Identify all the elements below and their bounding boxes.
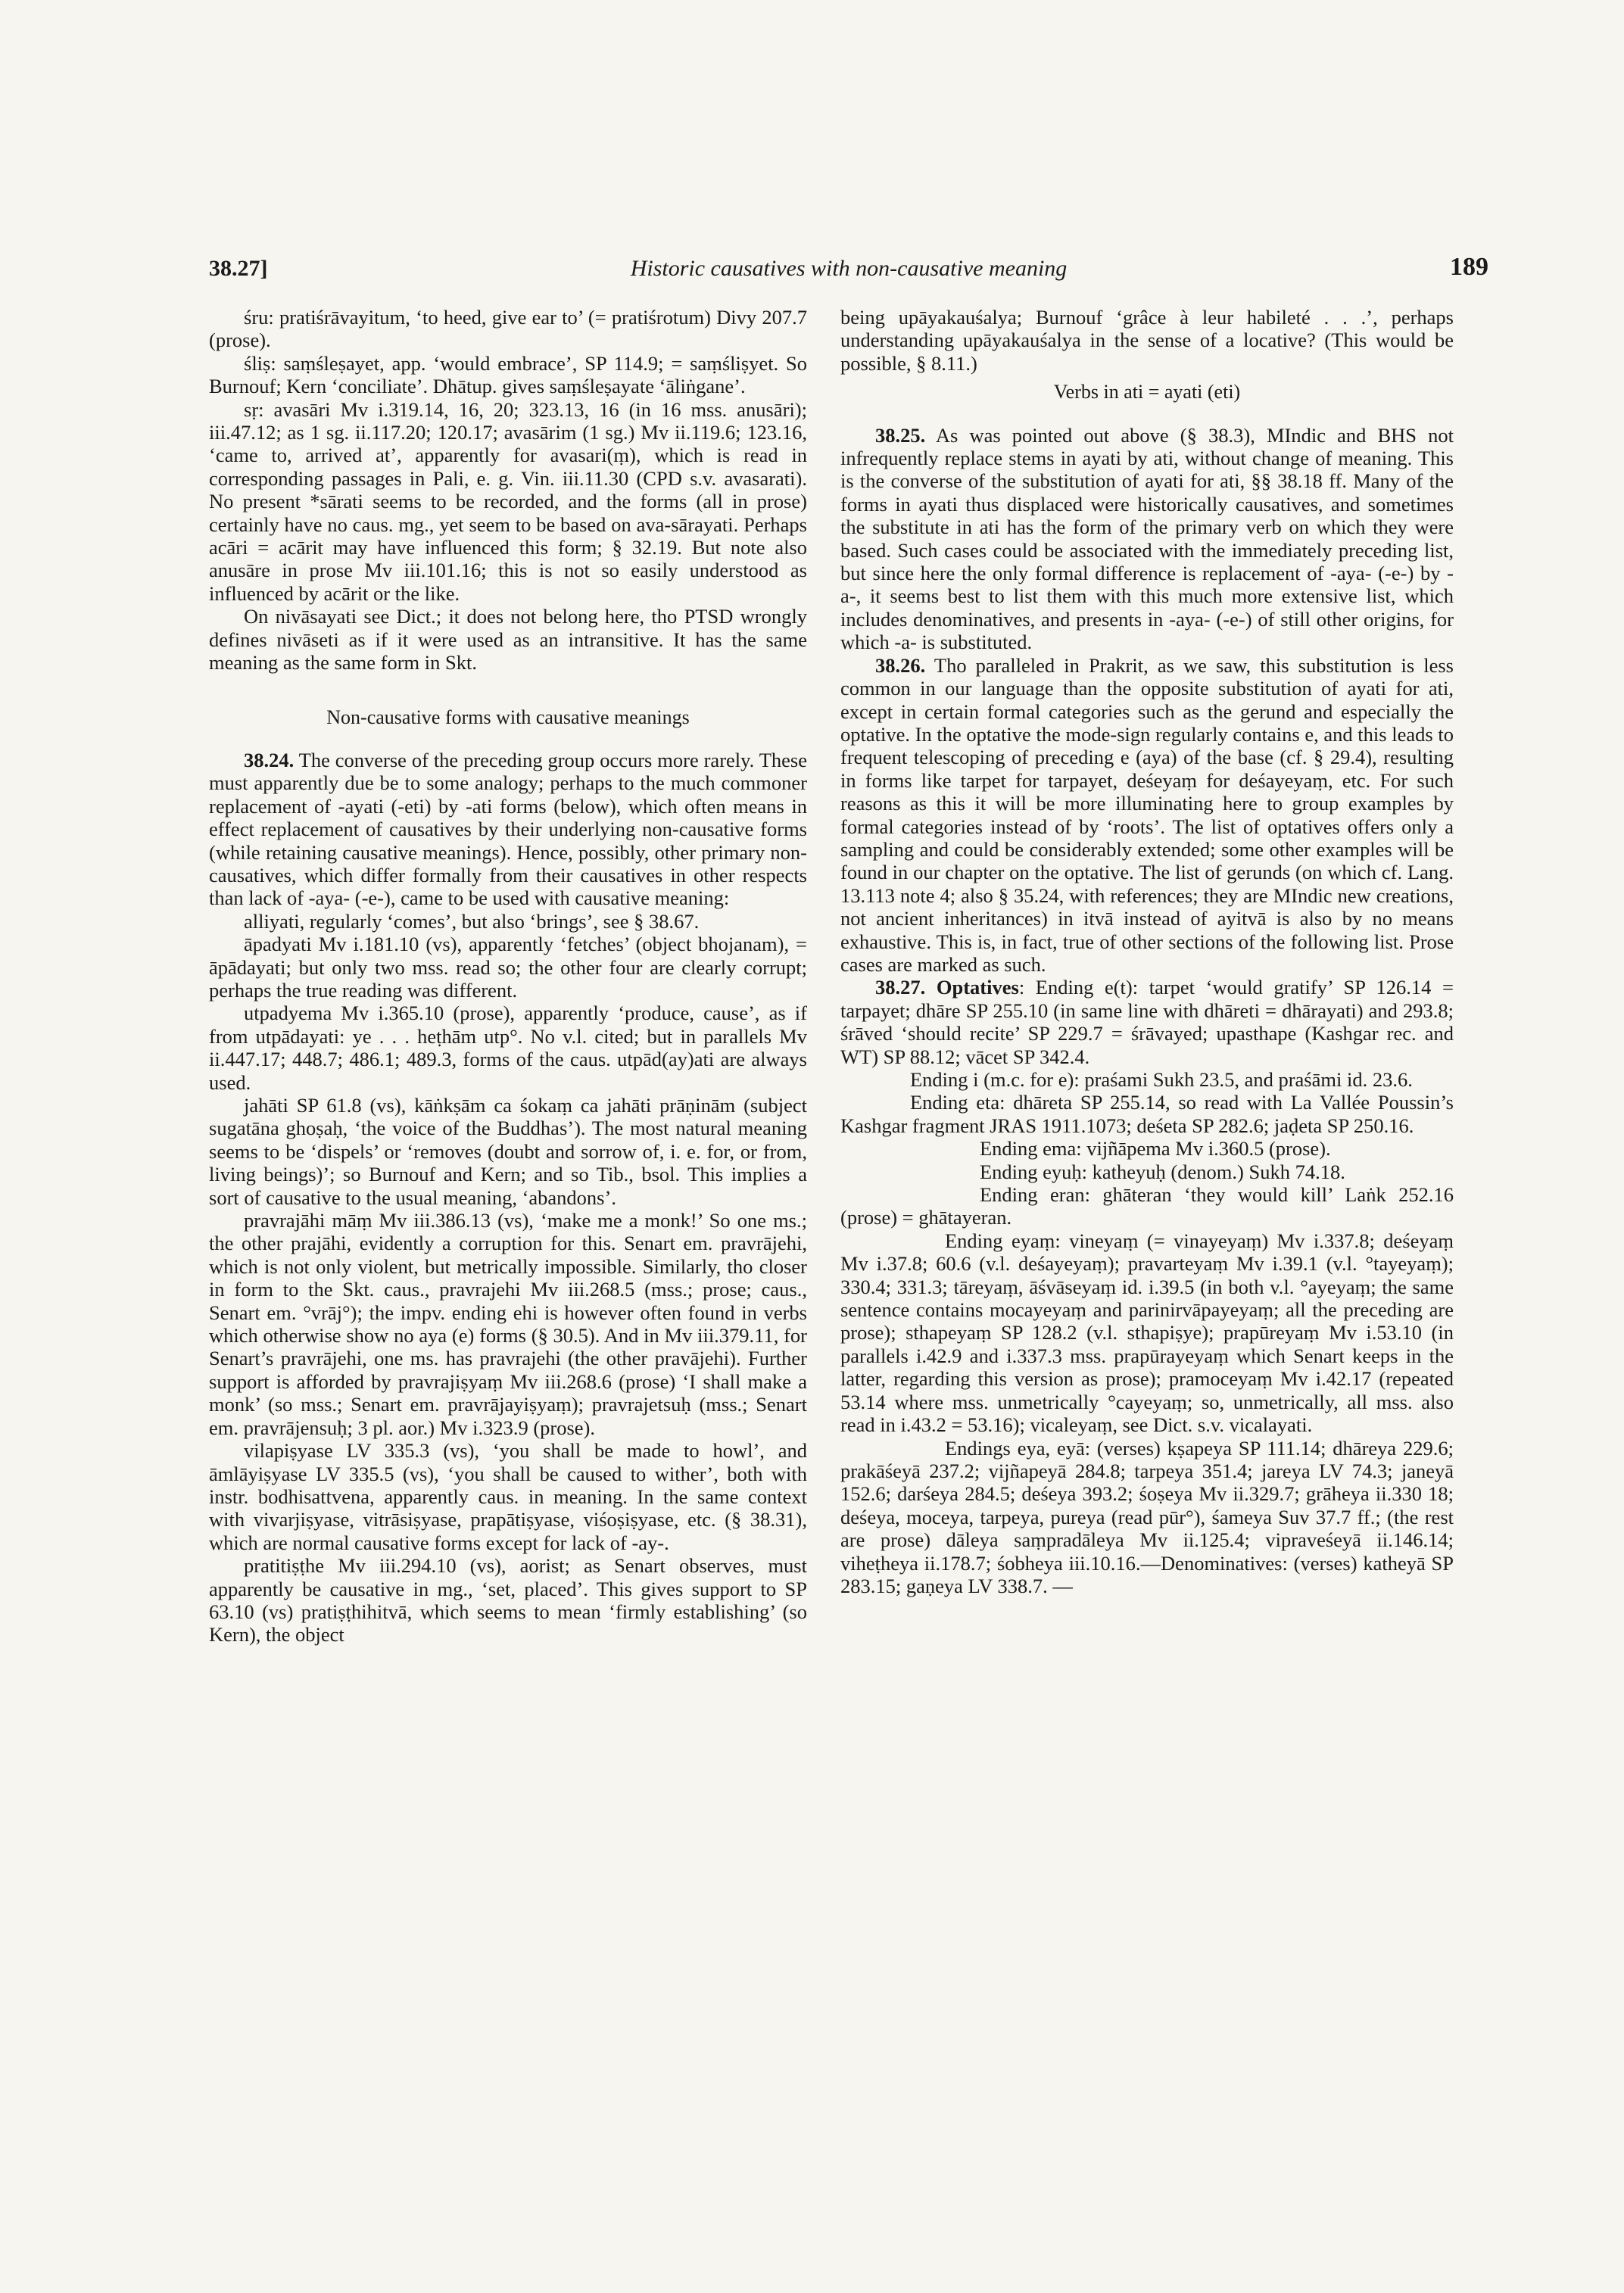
right-column xyxy=(840,306,1454,1597)
running-title: Historic causatives with non-causative meaning xyxy=(630,256,1068,281)
entry-sru: śru: pratiśrāvayitum, ‘to heed, give ear to’ (= pratiśrotum) Divy 207.7 (prose). xyxy=(209,306,807,352)
paragraph-number: 38.26. xyxy=(875,653,926,677)
paragraph-38-26: 38.26. Tho paralleled in Prakrit, as we saw, this substitution is less common in our language than the opposite substitution of ayati for ati, except in certain formal categories such as the gerund and especially the optative. In the optative the mode-sign regularly contains e, and this leads to frequent telescoping of preceding e (aya) of the base (cf. § 29.4), resulting in forms like tarpet for tarpayet, deśeyaṃ for deśayeyaṃ, etc. For such reasons as this it will be more illuminating here to group examples by formal categories instead of by ‘roots’. The list of optatives offers only a sampling and could be considerably extended; some other examples will be found in our chapter on the optative. The list of gerunds (on which cf. Lang. 13.113 note 4; also § 35.24, with references; they are MIndic new creations, not ancient inheritances) in itvā instead of ayitvā is also by no means exhaustive. This is, in fact, true of other sections of the following list. Prose cases are marked as such. xyxy=(840,653,1454,976)
example-pratitisthe: pratitiṣṭhe Mv iii.294.10 (vs), aorist; as Senart observes, must apparently be causative in mg., ‘set, placed’. This gives support to SP 63.10 (vs) pratiṣṭhihitvā, which seems to mean ‘firmly establishing’ (so Kern), the object xyxy=(209,1554,807,1647)
optative-ending-eyam: Ending eyaṃ: vineyaṃ (= vinayeyaṃ) Mv i.337.8; deśeyaṃ Mv i.37.8; 60.6 (v.l. deśayeyaṃ); pravarteyaṃ Mv i.39.1 (v.l. °tayeyaṃ); 330.4; 331.3; tāreyaṃ, āśvāseyaṃ id. i.39.5 (in both v.l. °ayeyaṃ; the same sentence contains mocayeyaṃ and parinirvāpayeyaṃ; all the preceding are prose); sthapeyaṃ SP 128.2 (v.l. sthapiṣye); prapūreyaṃ Mv i.53.10 (in parallels i.42.9 and i.337.3 mss. prapūrayeyaṃ which Senart keeps in the latter, regarding this version as prose); pramoceyaṃ Mv i.42.17 (repeated 53.14 where mss. unmetrically °cayeyaṃ; so, unmetrically, all mss. also read in i.43.2 = 53.16); vicaleyaṃ, see Dict. s.v. vicalayati. xyxy=(840,1229,1454,1437)
optative-ending-eran: Ending eran: ghāteran ‘they would kill’ Laṅk 252.16 (prose) = ghātayeran. xyxy=(840,1183,1454,1229)
entry-sr: sṛ: avasāri Mv i.319.14, 16, 20; 323.13, 16 (in 16 mss. anusāri); iii.47.12; as 1 sg. ii.117.20; 120.17; avasārim (1 sg.) Mv ii.119.6; 123.16, ‘came to, arrived at’, apparently for avasari(ṃ), which is read in corresponding passages in Pali, e. g. Vin. iii.11.30 (CPD s.v. avasarati). No present *sārati seems to be recorded, and the forms (all in prose) certainly have no caus. mg., yet seem to be based on ava-sārayati. Perhaps acāri = acārit may have influenced this form; § 32.19. But note also anusāre in prose Mv iii.101.16; this is not so easily understood as influenced by acārit or the like. xyxy=(209,397,807,605)
paragraph-number: 38.24. xyxy=(244,748,295,771)
paragraph-38-27: 38.27. Optatives: Ending e(t): tarpet ‘would gratify’ SP 126.14 = tarpayet; dhāre SP 255.10 (in same line with dhāreti = dhārayati) and 293.8; śrāved ‘should recite’ SP 229.7 = śrāvayed; upasthape (Kashgar rec. and WT) SP 88.12; vācet SP 342.4. xyxy=(840,976,1454,1068)
optative-ending-ema: Ending ema: vijñāpema Mv i.360.5 (prose). xyxy=(980,1137,1331,1161)
entry-nivasayati: On nivāsayati see Dict.; it does not belong here, tho PTSD wrongly defines nivāseti as if it were used as an intransitive. It has the same meaning as the same form in Skt. xyxy=(209,605,807,675)
running-head xyxy=(209,253,1488,294)
example-apadyati: āpadyati Mv i.181.10 (vs), apparently ‘fetches’ (object bhojanam), = āpādayati; but only two mss. read so; the other four are clearly corrupt; perhaps the true reading was different. xyxy=(209,933,807,1002)
section-number: 38.27] xyxy=(209,256,268,281)
optative-ending-i: Ending i (m.c. for e): praśami Sukh 23.5, and praśāmi id. 23.6. xyxy=(910,1068,1413,1091)
optative-ending-eyuh: Ending eyuḥ: katheyuḥ (denom.) Sukh 74.18. xyxy=(980,1160,1345,1183)
section-heading-verbs-in-ati: Verbs in ati = ayati (eti) xyxy=(1053,381,1241,403)
example-alliyati: alliyati, regularly ‘comes’, but also ‘brings’, see § 38.67. xyxy=(244,909,700,933)
example-pravrajahi: pravrajāhi māṃ Mv iii.386.13 (vs), ‘make me a monk!’ So one ms.; the other prajāhi, evidently a corruption for this. Senart em. pravrājehi, which is not only violent, but metrically impossible. Similarly, tho closer in form to the Skt. caus., pravrajehi Mv iii.268.5 (mss.; prose; caus., Senart em. °vrāj°); the impv. ending ehi is however often found in verbs which otherwise show no aya (e) forms (§ 30.5). And in Mv iii.379.11, for Senart’s pravrājehi, one ms. has pravrajehi (the other pravājehi). Further support is afforded by pravrajiṣyaṃ Mv iii.268.6 (prose) ‘I shall make a monk’ (so mss.; Senart em. pravrājayiṣyaṃ); pravrajetsuḥ (mss.; Senart em. pravrājensuḥ; 3 pl. aor.) Mv i.323.9 (prose). xyxy=(209,1209,807,1439)
continuation-text: being upāyakauśalya; Burnouf ‘grâce à leur habileté . . .’, perhaps understanding upāyakauśalya in the sense of a locative? (This would be possible, § 8.11.) xyxy=(840,306,1454,375)
left-column xyxy=(209,306,807,1647)
optative-endings-eya: Endings eya, eyā: (verses) kṣapeya SP 111.14; dhāreya 229.6; prakāśeyā 237.2; vijñapeyā 284.8; tarpeya 351.4; jareya LV 74.3; janeyā 152.6; darśeya 284.5; deśeya 393.2; śoṣeya Mv ii.329.7; grāheya ii.330 18; deśeya, moceya, tarpeya, pureya (read pūr°), śameya Suv 37.7 ff.; (the rest are prose) dāleya saṃpradāleya Mv ii.125.4; vipraveśeyā ii.146.14; viheṭheya ii.178.7; śobheya iii.10.16.—Denominatives: (verses) katheyā SP 283.15; gaṇeya LV 338.7. — xyxy=(840,1436,1454,1597)
example-utpadyema: utpadyema Mv i.365.10 (prose), apparently ‘produce, cause’, as if from utpādayati: ye . . . heṭhām utp°. No v.l. cited; but in parallels Mv ii.447.17; 448.7; 486.1; 489.3, forms of the caus. utpād(ay)ati are always used. xyxy=(209,1002,807,1094)
paragraph-number: 38.25. xyxy=(875,423,926,447)
page-number: 189 xyxy=(1450,253,1488,281)
example-jahati: jahāti SP 61.8 (vs), kāṅkṣām ca śokaṃ ca jahāti prāṇinām (subject sugatāna ghoṣaḥ, ‘the voice of the Buddhas’). The most natural meaning seems to be ‘dispels’ or ‘removes (doubt and sorrow of, i. e. for, or from, living beings)’; so Burnouf and Kern; and so Tib., bsol. This implies a sort of causative to the usual meaning, ‘abandons’. xyxy=(209,1094,807,1209)
section-heading-non-causative: Non-causative forms with causative meanings xyxy=(326,706,690,728)
example-vilapisyase: vilapiṣyase LV 335.3 (vs), ‘you shall be made to howl’, and āmlāyiṣyase LV 335.5 (vs), ‘you shall be caused to wither’, both with instr. bodhisattvena, apparently caus. in meaning. In the same context with vivarjiṣyase, vitrāsiṣyase, prapātiṣyase, viśoṣiṣyase, etc. (§ 38.31), which are normal causative forms except for lack of -ay-. xyxy=(209,1439,807,1554)
paragraph-38-24: 38.24. The converse of the preceding group occurs more rarely. These must apparently due be to some analogy; perhaps to the much commoner replacement of -ayati (-eti) by -ati forms (below), which often means in effect replacement of causatives by their underlying non-causative forms (while retaining causative meanings). Hence, possibly, other primary non-causatives, which differ formally from their causatives in other respects than lack of -aya- (-e-), came to be used with causative meaning: xyxy=(209,748,807,910)
paragraph-38-25: 38.25. As was pointed out above (§ 38.3), MIndic and BHS not infrequently replace stems in ayati by ati, without change of meaning. This is the converse of the substitution of ayati for ati, §§ 38.18 ff. Many of the forms in ayati thus displaced were historically causatives, and sometimes the substitute in ati has the form of the primary verb on which they were based. Such cases could be associated with the immediately preceding list, but since here the only formal difference is replacement of -aya- (-e-) by -a-, it seems best to list them with this much more extensive list, which includes denominatives, and presents in -aya- (-e-) of still other origins, for which -a- is substituted. xyxy=(840,423,1454,654)
entry-slis: śliṣ: saṃśleṣayet, app. ‘would embrace’, SP 114.9; = saṃśliṣyet. So Burnouf; Kern ‘conciliate’. Dhātup. gives saṃśleṣayate ‘āliṅgane’. xyxy=(209,351,807,398)
paragraph-number: 38.27. Optatives xyxy=(875,976,1019,999)
optative-ending-eta: Ending eta: dhāreta SP 255.14, so read with La Vallée Poussin’s Kashgar fragment JRAS 1911.1073; deśeta SP 282.6; jaḍeta SP 250.16. xyxy=(840,1091,1454,1137)
